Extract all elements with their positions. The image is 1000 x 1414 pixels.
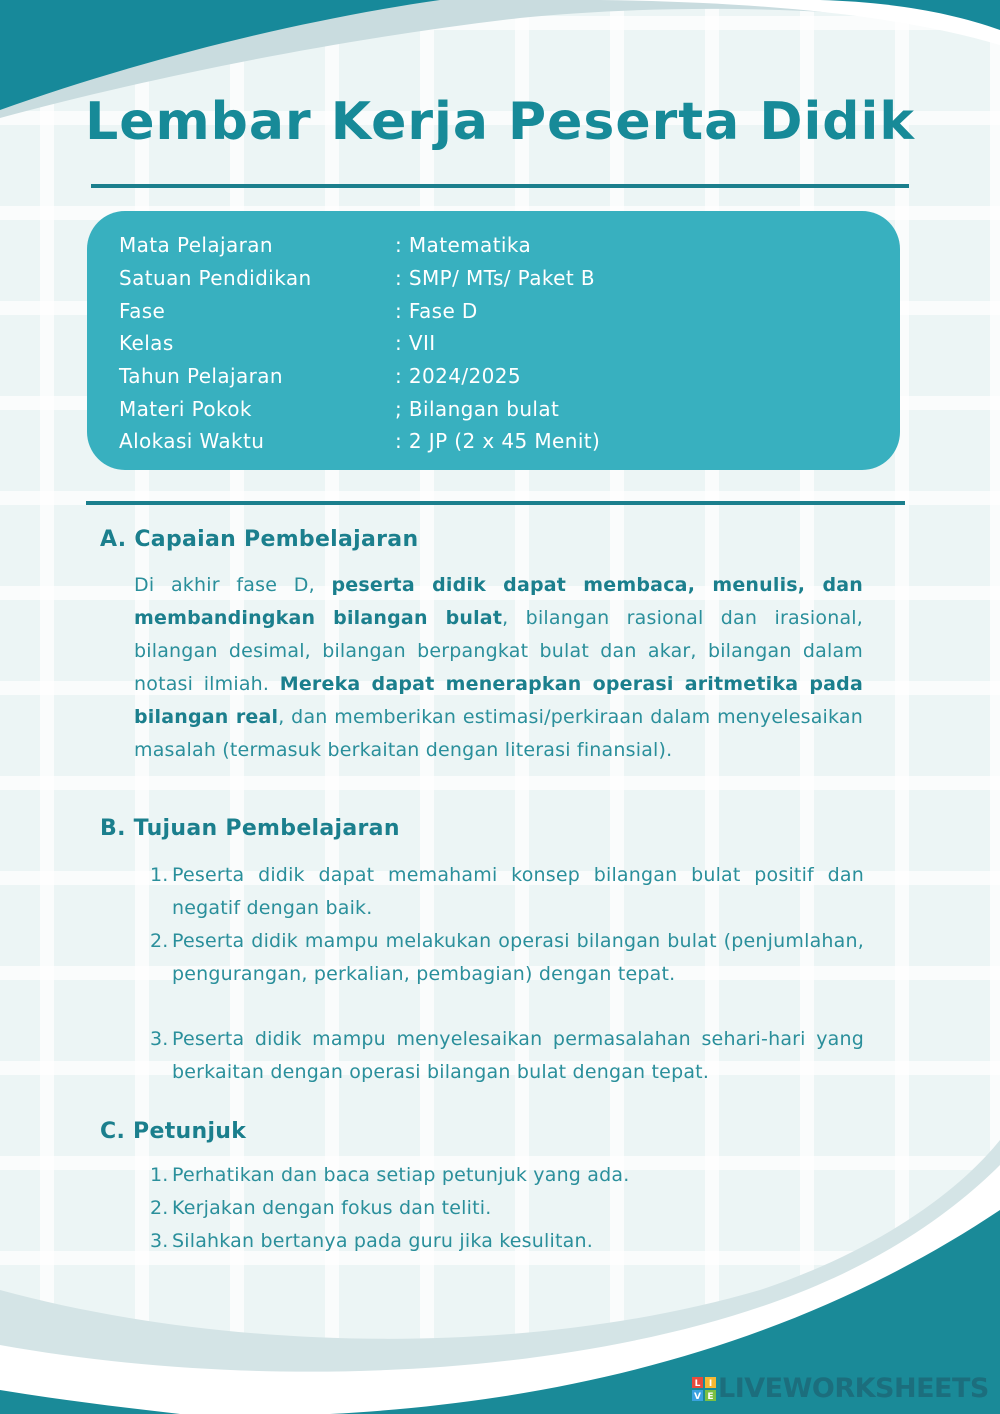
para-bold: Mereka dapat menerapkan operasi aritmetika pada bilangan real (134, 673, 863, 728)
list-item (150, 859, 864, 925)
para-bold: peserta didik dapat membaca, menulis, dan membandingkan bilangan bulat (134, 574, 863, 629)
logo-block-letter: I (708, 1379, 713, 1389)
info-value: : 2024/2025 (395, 364, 522, 388)
info-value: ; Bilangan bulat (395, 397, 560, 421)
logo-text: LIVEWORKSHEETS (718, 1373, 989, 1404)
list-text: Peserta didik mampu melakukan operasi bilangan bulat (penjumlahan, pengurangan, perkalian, pembagian) dengan tepat. (172, 930, 864, 985)
info-value: : 2 JP (2 x 45 Menit) (395, 429, 601, 453)
para-text: Di akhir fase D, (134, 574, 332, 596)
list-item (150, 1023, 864, 1089)
logo-blocks-icon (692, 1377, 716, 1401)
liveworksheets-logo[interactable] (690, 1373, 990, 1405)
list-number: 2. (150, 1197, 169, 1219)
list-text: Perhatikan dan baca setiap petunjuk yang ada. (172, 1164, 630, 1186)
info-label: Fase (119, 299, 166, 323)
list-item (150, 1159, 864, 1192)
list-item (150, 1225, 864, 1258)
list-number: 2. (150, 930, 169, 952)
list-item (150, 1192, 864, 1225)
info-label: Kelas (119, 331, 174, 355)
list-number: 1. (150, 864, 169, 886)
info-label: Materi Pokok (119, 397, 252, 421)
list-number: 3. (150, 1230, 169, 1252)
logo-block-letter: E (707, 1392, 714, 1401)
list-text: Kerjakan dengan fokus dan teliti. (172, 1197, 492, 1219)
info-label: Alokasi Waktu (119, 429, 265, 453)
para-text: , bilangan rasional dan irasional, bilangan desimal, bilangan berpangkat bulat dan akar, bilangan dalam notasi ilmiah. (134, 607, 863, 695)
list-item (150, 925, 864, 991)
page-title: Lembar Kerja Peserta Didik (85, 92, 915, 152)
info-value: : SMP/ MTs/ Paket B (395, 266, 595, 290)
section-c-heading: C. Petunjuk (100, 1119, 247, 1144)
info-label: Tahun Pelajaran (119, 364, 283, 388)
para-text: , dan memberikan estimasi/perkiraan dalam menyelesaikan masalah (termasuk berkaitan dengan literasi finansial). (134, 706, 863, 761)
list-number: 3. (150, 1028, 169, 1050)
logo-block-letter: L (694, 1379, 701, 1389)
section-divider (86, 501, 905, 505)
list-text: Peserta didik mampu menyelesaikan permasalahan sehari-hari yang berkaitan dengan operasi bilangan bulat dengan tepat. (172, 1028, 864, 1083)
info-value: : VII (395, 331, 436, 355)
section-a-paragraph (134, 569, 863, 767)
logo-block-letter: V (694, 1392, 701, 1401)
info-value: : Fase D (395, 299, 478, 323)
info-label: Satuan Pendidikan (119, 266, 312, 290)
title-divider (91, 184, 909, 188)
info-box (87, 211, 900, 470)
info-value: : Matematika (395, 233, 532, 257)
list-number: 1. (150, 1164, 169, 1186)
section-a-heading: A. Capaian Pembelajaran (100, 527, 419, 552)
list-text: Peserta didik dapat memahami konsep bilangan bulat positif dan negatif dengan baik. (172, 864, 864, 919)
info-label: Mata Pelajaran (119, 233, 273, 257)
list-text: Silahkan bertanya pada guru jika kesulitan. (172, 1230, 593, 1252)
section-b-heading: B. Tujuan Pembelajaran (100, 816, 400, 841)
